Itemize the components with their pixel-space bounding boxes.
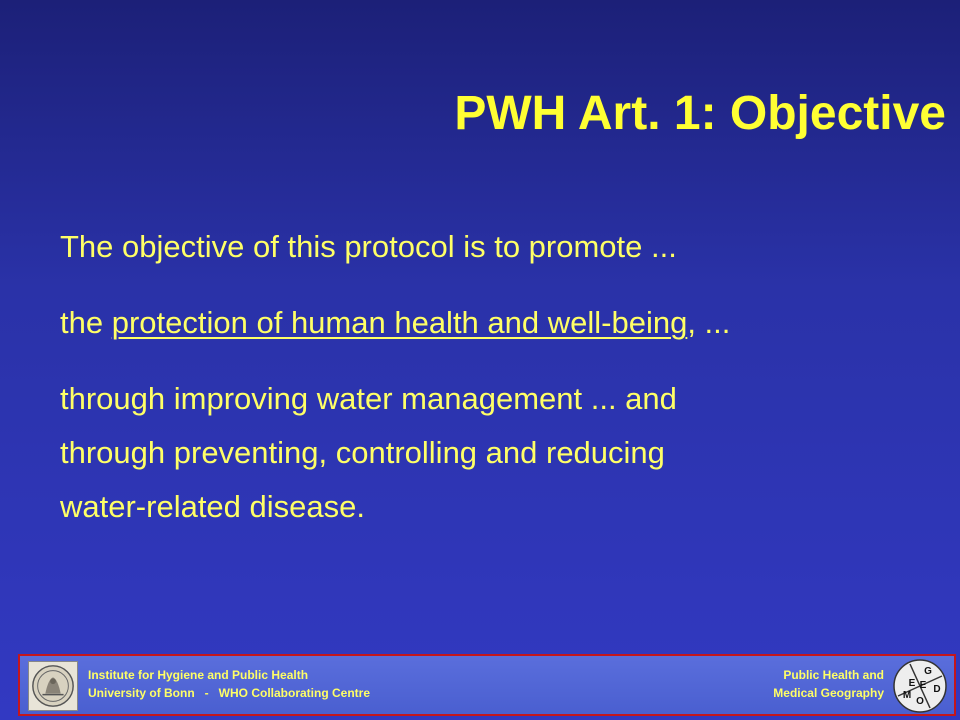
svg-text:E: E — [919, 680, 927, 691]
underlined-phrase: protection of human health and well-being — [111, 305, 688, 340]
footer-department-line-1: Public Health and — [783, 668, 884, 682]
svg-text:M: M — [902, 690, 912, 701]
slide-title: PWH Art. 1: Objective — [454, 87, 946, 140]
svg-text:D: D — [933, 684, 941, 695]
body-line-2 — [60, 296, 940, 350]
slide-body — [60, 220, 940, 534]
footer-department — [773, 666, 884, 702]
svg-text:G: G — [924, 666, 932, 677]
footer-institute — [88, 666, 370, 702]
body-line-4: through preventing, controlling and reducing — [60, 435, 665, 470]
footer-department-line-2: Medical Geography — [773, 686, 884, 700]
body-line-2-prefix: the — [60, 305, 112, 340]
footer-institute-line-1: Institute for Hygiene and Public Health — [88, 668, 309, 682]
body-line-5: water-related disease. — [60, 489, 365, 524]
body-line-3: through improving water management ... and — [60, 381, 677, 416]
footer-institute-line-2: University of Bonn - WHO Collaborating Centre — [88, 686, 371, 700]
footer-bar — [18, 654, 956, 716]
svg-text:E: E — [908, 678, 916, 689]
body-line-1: The objective of this protocol is to promote ... — [60, 229, 677, 264]
geomed-logo-icon — [892, 658, 948, 714]
svg-text:O: O — [916, 696, 924, 707]
university-seal-icon — [28, 661, 78, 711]
body-line-2-suffix: , ... — [687, 305, 731, 340]
